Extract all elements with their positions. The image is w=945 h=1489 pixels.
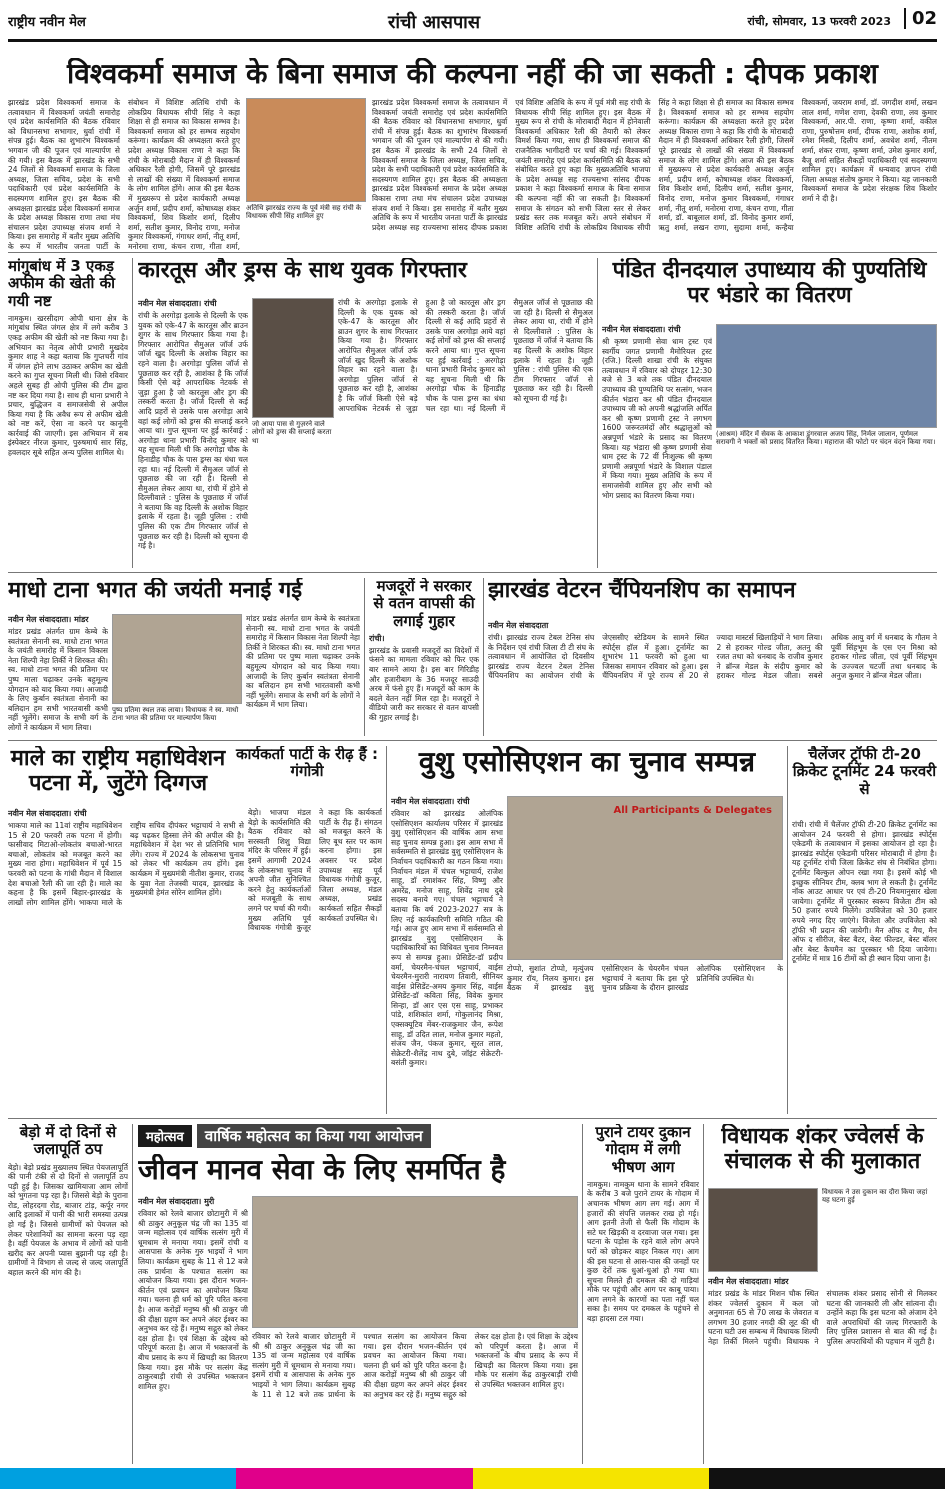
madho-headline: माधो टाना भगत की जयंती मनाई गई <box>8 578 303 603</box>
tennis-headline: झारखंड वेटरन चैंपियनशिप का समापन <box>488 578 796 603</box>
mahotsav-byline: नवीन मेल संवाददाता। मुरी <box>138 1197 215 1206</box>
mahotsav-photo <box>252 1196 578 1328</box>
jewellers-byline: नवीन मेल संवाददाता। मांडर <box>708 1277 789 1286</box>
registration-yellow <box>473 1468 709 1489</box>
story-afim <box>8 258 128 568</box>
divider <box>787 746 788 1114</box>
story1-caption-box <box>246 204 366 248</box>
jewellers-body-box <box>708 1276 937 1464</box>
jewellers-photo <box>708 1188 818 1272</box>
bero-water-body: बेड़ो। बेड़ो प्रखंड मुख्यालय स्थित पेयजलापूर्ति की पानी टंकी से दो दिनों से जलापूर्ति ठप पड़ी हुई है। जिसका खामियाजा आम लोगों को भुगतना पड़ रहा है। जिससे बेड़ो के पुराना रोड, लोहरदगा रोड, बाजार टांड़, कर्पूर नगर आदि इलाकों में पानी की भारी समस्या उत्पन्न हो गई है। जिससे ग्रामीणों को पेयजल को लेकर परेशानियों का सामना करना पड़ रहा है। वहीं पेयजल के अभाव में लोगों को पानी खरीद कर अपनी प्यास बुझानी पड़ रही है। ग्रामीणों ने विभाग से जल्द से जल्द जलापूर्ति बहाल करने की मांग की है। <box>8 1162 128 1278</box>
story1-headline-box <box>8 58 937 96</box>
kartoos-byline: नवीन मेल संवाददाता। रांची <box>138 299 217 308</box>
print-registration-bar <box>0 1468 945 1489</box>
cricket-headline-box <box>792 746 937 818</box>
cricket-headline: चैलेंजर ट्रॉफी टी-20 क्रिकेट टूर्नामेंट 24 फरवरी से <box>792 746 937 798</box>
jewellers-body: मांडर प्रखंड के मांडर मिशन चौक स्थित शंकर ज्वेलर्स दुकान में कल जो अनुमानतः 65 से 70 लाख के जेवरात व लगभग 30 हजार नगदी की लूट की थी घटना घटी उस सम्बन्ध में विधायक शिल्पी नेहा तिर्की मिलने पहुंची। विधायक ने संचालक शंकर प्रसाद सोनी से मिलकर घटना की जानकारी ली और सांत्वना दी। उन्होंने कहा कि इस घटना को अंजाम देने वाले अपराधियों की जल्द गिरफ्तारी के लिए पुलिस प्रशासन से बात की गई है। पुलिस अपराधियों की पहचान में जुटी है। <box>708 1289 937 1346</box>
afim-body: नामकुम। खरसीदाग ओपी थाना क्षेत्र के मांगुबांध स्थित जंगल क्षेत्र में लगे करीब 3 एकड़ अफीम की खेती को नष्ट किया गया है। अभियान का नेतृत्व ओपी प्रभारी मुखदेव कुमार शाह ने कहा बताया कि गुप्तचरी गांव में जंगल होने लाभ उठाकर अफीम का खेती करने का गुप्त सूचना मिली थी। जिसे रविवार अहले सुबह ही ओपी पुलिस की टीम द्वारा नष्ट कर दिया गया है। साथ ही थाना प्रभारी ने प्रचार, बुद्धिजन व समाजसेवी से अपील किया गया है कि अवैध रूप से अफीम खेती को नष्ट करें, ऐसा ना करने पर कानूनी कार्रवाई की जाएगी। इस अभियान में सब इंस्पेक्टर नीरज कुमार, पुरुषमार्थ सार सिंह, हवलदार सूबे सहित अन्य पुलिस शामिल थे। <box>8 313 128 458</box>
divider <box>8 1118 937 1119</box>
divider <box>483 578 484 736</box>
mazdoor-headline: मजदूरों ने सरकार से वतन वापसी की लगाई गुहार <box>373 578 475 630</box>
jewellers-photo-caption: विधायक ने उस दुकान का दौरा किया जहां यह घटना हुई <box>822 1188 928 1205</box>
madho-byline: नवीन मेल संवाददाता। मांडर <box>8 615 89 624</box>
mahadhiveshan-headline: माले का राष्ट्रीय महाधिवेशन पटना में, जुटेंगे दिग्गज <box>10 746 226 797</box>
divider <box>8 572 937 573</box>
story-bero-water <box>8 1124 128 1464</box>
wushu-body: रविवार को झारखंड ओलंपिक एसोसिएशन कार्यालय परिसर में झारखंड वुशु एसोसिएशन की वार्षिक आम सभा सह चुनाव सम्पन्न हुआ। इस आम सभा में सर्वसम्मति से झारखंड वुशु एसोसिएशन के निर्वाचन पदाधिकारी का गठन किया गया। निर्वाचन मंडल में चंचल भट्टाचार्य, राजेश साहू, डॉ रमाशंकर सिंह, विष्णु और अमरेंद्र, मनोज साहू, शिवेंद्र नाथ दुबे सदस्य बनाये गए। चंचल भट्टाचार्य ने बताया कि वर्ष 2023-2027 सत्र के लिए नई कार्यकारिणी समिति गठित की गई। आज हुए आम सभा में सर्वसम्मति से झारखंड वुशु एसोसिएशन के पदाधिकारियों का विधिवत चुनाव निम्नवत रूप से सम्पन्न हुआ। प्रेसिडेंट-डॉ प्रदीप वर्मा, चेयरमैन-चंचल भट्टाचार्य, वाईस चेयरमैन-मुरारी नारायण तिवारी, सीनियर वाईस प्रेसिडेंट-अमय कुमार सिंह, वाईस प्रेसिडेंट-डॉ कविता सिंह, विवेक कुमार सिन्हा, डॉ आर एस एस साहू, प्रभाकर पांडे, शशिकांत शर्मा, गोकुलानंद मिश्रा, एक्सक्यूटिव मेंबर-राजकुमार जैन, रूपेश साहू, डॉ उदित लाल, मनोज कुमार महतो, संजय जैन, पंकज कुमार, सूरत लाल, सेक्रेटरी-शैलेंद्र नाथ दुबे, जॉइंट सेक्रेटरी-बसंती कुमार। <box>391 809 503 1068</box>
divider <box>597 258 598 568</box>
bhandara-headline-box <box>602 258 937 322</box>
jewellers-caption-box <box>822 1188 937 1272</box>
issue-date: रांची, सोमवार, 13 फरवरी 2023 <box>747 15 891 28</box>
registration-black <box>709 1468 945 1489</box>
story1-headline: विश्वकर्मा समाज के बिना समाज की कल्पना नहीं की जा सकती : दीपक प्रकाश <box>67 58 878 90</box>
karyakarta-headline: कार्यकर्ता पार्टी के रीढ़ हैं : गंगोत्री <box>236 746 378 781</box>
madho-left-col <box>8 614 108 736</box>
afim-headline: मांगुबांध में 3 एकड़ अफीम की खेती की गयी नष्ट <box>8 258 116 310</box>
tennis-body-box <box>488 620 937 736</box>
karyakarta-body-box <box>248 808 382 1114</box>
mahotsav-headline-box <box>138 1154 578 1192</box>
mahotsav-kicker-row <box>138 1124 578 1152</box>
cricket-body-box <box>792 820 937 1114</box>
wushu-lower-cols <box>507 964 783 1114</box>
divider <box>386 746 387 1114</box>
divider <box>364 578 365 736</box>
madho-body-continued: मांडर प्रखंड अंतर्गत ग्राम केम्बे के स्वतंत्रता सेनानी स्व. माधो टाना भगत के जयंती समारोह में किसान विकास नेता शिल्पी नेहा तिर्की ने शिरकत की। स्व. माधो टाना भगत की प्रतिमा पर पुष्प माला चढ़ाकर उनके बहुमूल्य योगदान को याद किया गया। आजादी के लिए कुर्बान स्वतंत्रता सेनानी का बलिदान हम सभी भारतवासी कभी नहीं भूलेंगे। समाज के सभी वर्ग के लोगों ने कार्यक्रम में भाग लिया। <box>246 614 360 710</box>
section-title: रांची आसपास <box>388 12 481 33</box>
mahadhiveshan-headline-box <box>8 746 228 806</box>
wushu-left-col <box>391 796 503 1114</box>
kartoos-photo <box>252 298 334 418</box>
mahadhiveshan-body: भाकपा माले का 11वां राष्ट्रीय महाधिवेशन 15 से 20 फरवरी तक पटना में होगी। फासीवाद मिटाओ-लोकतंत्र बचाओ-भारत बचाओ, लोकतंत्र को मजबूत करने का मुख्य नारा होगा। महाधिवेशन में पूर्व 15 फरवरी को पटना के गांधी मैदान में विशाल देश बचाओ रैली की जा रही है। माले का कहना है कि इसमें बिहार-झारखंड के लाखों लोग शामिल होंगे। भाकपा माले के राष्ट्रीय सचिव दीपंकर भट्टाचार्य ने सभी से बढ़ चढ़कर हिस्सा लेने की अपील की है। महाधिवेशन में देश भर से प्रतिनिधि भाग लेंगे। राज्य में 2024 के लोकसभा चुनाव को लेकर भी कार्यक्रम तय होंगे। इस कार्यक्रम में मुख्यमंत्री नीतीश कुमार, राजद के युवा नेता तेजस्वी यादव, झारखंड के मुख्यमंत्री हेमंत सोरेन शामिल होंगे। <box>8 821 244 907</box>
mazdoor-body: झारखंड के प्रवासी मजदूरों का विदेशों में फंसने का मामला रविवार को फिर एक बार सामने आया है। इस बार गिरिडीह और हजारीबाग के 36 मजदूर साउदी अरब में फंसे हुए हैं। मजदूरों को काम के बदले वेतन नहीं मिल रहा है। मजदूरों ने वीडियो जारी कर सरकार से वतन वापसी की गुहार लगाई है। <box>369 645 479 722</box>
bhandara-byline: नवीन मेल संवाददाता। रांची <box>602 325 681 334</box>
divider <box>132 1124 133 1464</box>
mazdoor-byline: रांची। <box>369 633 385 643</box>
kartoos-photo-caption: जो आया पास से गुज़रने वाले लोगों को ड्रग्स की सप्लाई करता था <box>252 420 332 445</box>
wushu-headline: वुशु एसोसिएशन का चुनाव सम्पन्न <box>418 746 756 778</box>
mahotsav-headline: जीवन मानव सेवा के लिए समर्पित है <box>138 1154 506 1186</box>
bhandara-body: श्री कृष्ण प्रणामी सेवा धाम ट्रस्ट एवं स्वर्गीय जगत प्रणामी मैमोरियल ट्रस्ट (रजि.) दिल्ली शाखा रांची के संयुक्त तत्वावधान में रविवार को दोपहर 12:30 बजे से 3 बजे तक पंडित दीनदयाल उपाध्याय की पुण्यतिथि पर सत्संग, भजन कीर्तन भंडारा कर श्री पंडित दीनदयाल उपाध्याय जी को अपनी श्रद्धांजलि अर्पित कर श्री कृष्ण प्रणामी ट्रस्ट ने लगभग 1600 जरूरतमंदों और श्रद्धालुओं को अन्नपूर्णा भंडारे के प्रसाद का वितरण किया। यह भंडारा श्री कृष्ण प्रणामी सेवा धाम ट्रस्ट के 72 वीं निःशुल्क श्री कृष्ण प्रणामी अन्नपूर्णा भंडारे के विशाल पंडाल में किया गया। मुख्य अतिथि के रूप में समाजसेवी शामिल हुए और सभी को भोग प्रसाद का वितरण किया गया। <box>602 337 712 500</box>
fire-headline: पुराने टायर दुकान गोदाम में लगी भीषण आग <box>595 1124 691 1176</box>
mahotsav-left-col <box>138 1196 248 1464</box>
kartoos-headline-box <box>138 258 593 296</box>
kartoos-caption-box <box>252 420 334 568</box>
jewellers-headline-box <box>708 1124 937 1184</box>
jewellers-headline: विधायक शंकर ज्वेलर्स के संचालक से की मुलाकात <box>721 1124 924 1175</box>
bhandara-photo <box>716 324 937 428</box>
wushu-photo <box>507 796 783 960</box>
wushu-byline: नवीन मेल संवाददाता। रांची <box>391 797 470 806</box>
story1-photo-caption: अतिथि झारखंड राज्य के पूर्व मंत्री सह रांची के विधायक सीपी सिंह शामिल हुए <box>246 204 362 221</box>
mahotsav-kicker: वार्षिक महोत्सव का किया गया आयोजन <box>197 1124 431 1148</box>
mahotsav-tag: महोत्सव <box>138 1125 192 1147</box>
story1-body: झारखंड प्रदेश विश्वकर्मा समाज के तत्वावधान में विश्वकर्मा जयंती समारोह एवं प्रदेश कार्यसमिति की बैठक रविवार को विधानसभा सभागार, धुर्वा रांची में संपन्न हुई। बैठक का शुभारंभ विश्वकर्मा भगवान जी की पूजन एवं माल्यार्पण से की गयी। इस बैठक में झारखंड के सभी 24 जिलों से विश्वकर्मा समाज के जिला अध्यक्ष, जिला सचिव, प्रदेश के सभी पदाधिकारी एवं प्रदेश कार्यसमिति के सदस्यगण शामिल हुए। इस बैठक की अध्यक्षता झारखंड प्रदेश विश्वकर्मा समाज के प्रदेश अध्यक्ष विकास राणा तथा मंच संचालन प्रदेश उपाध्यक्ष संजय शर्मा ने किया। इस समारोह में बतौर मुख्य अतिथि के रूप में भारतीय जनता पार्टी के संबोधन में विशिष्ट अतिथि रांची के लोकप्रिय विधायक सीपी सिंह ने कहा शिक्षा से ही समाज का विकास सम्भव है। विश्वकर्मा समाज को हर सम्भव सहयोग करूंगा। कार्यक्रम की अध्यक्षता करते हुए प्रदेश अध्यक्ष विकास राणा ने कहा कि रांची के मोराबादी मैदान में ही विश्वकर्मा अधिकार रैली होगी, जिसमें पूरे झारखंड से लाखों की संख्या में विश्वकर्मा समाज के लोग शामिल होंगे। आज की इस बैठक में मुख्यरूप से प्रदेश कार्यकारी अध्यक्ष अर्जुन शर्मा, प्रदीप शर्मा, कोषाध्यक्ष शंकर विश्वकर्मा, शिव किशोर शर्मा, दिलीप शर्मा, सतीश कुमार, विनोद राणा, मनोज कुमार विश्वकर्मा, गंगाधर शर्मा, नीतू शर्मा, मनोरमा राणा, कंचन राणा, गीता शर्मा, <box>8 98 240 250</box>
divider <box>8 740 937 741</box>
kartoos-body: रांची के अरगोड़ा इलाके से दिल्ली के एक युवक को एके-47 के कारतूस और ब्राउन शुगर के साथ गिरफ्तार किया गया है। गिरफ्तार आरोपित सैमुअल जॉर्ज उर्फ जॉर्ज खुद दिल्ली के अशोक विहार का रहने वाला है। अरगोड़ा पुलिस जॉर्ज से पूछताछ कर रही है, आशंका है कि जॉर्ज किसी ऐसे बड़े आपराधिक नेटवर्क से जुड़ा हुआ है जो कारतूस और ड्रग की तस्करी करता है। जॉर्ज दिल्ली से कई आदि प्रहरों से उसके पास अरगोड़ा आये वहां कई लोगों को ड्रग्स की सप्लाई करने आया था। गुप्त सूचना पर हुई कार्रवाई : अरगोड़ा थाना प्रभारी विनोद कुमार को यह सूचना मिली थी कि अरगोड़ा चौक के हिनाडीह चौक के पास ड्रग्स का धंधा चल रहा था। नई दिल्ली में सैमुअल जॉर्ज से पूछताछ की जा रही है। दिल्ली से सैमुअल लेकर आया था, रांची में होने से दिल्लीवाले : पुलिस के पूछताछ में जॉर्ज ने बताया कि वह दिल्ली के अशोक विहार इलाके में रहता है। जूही पुलिस : रांची पुलिस की एक टीम गिरफ्तार जॉर्ज से पूछताछ कर रही है। दिल्ली को सूचना दी गई है। <box>138 311 248 551</box>
tennis-headline-box <box>488 578 937 618</box>
story1-left-col <box>8 98 240 250</box>
karyakarta-body: बेड़ो। भाजपा मंडल बेड़ो के कार्यसमिति की बैठक रविवार को सरस्वती शिशु विद्या मंदिर के परिसर में हुई। इसमें आगामी 2024 के लोकसभा चुनाव में अपनी जीत सुनिश्चित करने हेतु कार्यकर्ताओं को मजबूती के साथ लगने पर चर्चा की गयी। मुख्य अतिथि पूर्व विधायक गंगोत्री कुजूर ने कहा कि कार्यकर्ता पार्टी के रीढ़ हैं। संगठन को मजबूत करने के लिए बूथ स्तर पर काम करना होगा। इस अवसर पर प्रदेश उपाध्यक्ष सह पूर्व विधायक गंगोत्री कुजूर, जिला अध्यक्ष, मंडल अध्यक्ष, प्रखंड कार्यकर्ता सहित सैकड़ों कार्यकर्ता उपस्थित थे। <box>248 808 382 933</box>
kartoos-left-col <box>138 298 248 568</box>
divider <box>132 258 133 568</box>
story1-body-continued: झारखंड प्रदेश विश्वकर्मा समाज के तत्वावधान में विश्वकर्मा जयंती समारोह एवं प्रदेश कार्यसमिति की बैठक रविवार को विधानसभा सभागार, धुर्वा रांची में संपन्न हुई। बैठक का शुभारंभ विश्वकर्मा भगवान जी की पूजन एवं माल्यार्पण से की गयी। इस बैठक में झारखंड के सभी 24 जिलों से विश्वकर्मा समाज के जिला अध्यक्ष, जिला सचिव, प्रदेश के सभी पदाधिकारी एवं प्रदेश कार्यसमिति के सदस्यगण शामिल हुए। इस बैठक की अध्यक्षता झारखंड प्रदेश विश्वकर्मा समाज के प्रदेश अध्यक्ष विकास राणा तथा मंच संचालन प्रदेश उपाध्यक्ष संजय शर्मा ने किया। इस समारोह में बतौर मुख्य अतिथि के रूप में भारतीय जनता पार्टी के झारखंड प्रदेश अध्यक्ष सह राज्यसभा सांसद दीपक प्रकाश एवं विशिष्ट अतिथि के रूप में पूर्व मंत्री सह रांची के विधायक सीपी सिंह शामिल हुए। इस बैठक में मुख्य रूप से रांची के मोराबादी मैदान में होनेवाली विश्वकर्मा अधिकार रैली की तैयारी को लेकर विमर्श किया गया, साथ ही विश्वकर्मा समाज की राजनैतिक भागीदारी पर चर्चा की गई। विश्वकर्मा जयंती समारोह एवं प्रदेश कार्यसमिति की बैठक को संबोधित करते हुए कहा कि मुख्यअतिथि भाजपा के प्रदेश अध्यक्ष सह राज्यसभा सांसद दीपक प्रकाश ने कहा विश्वकर्मा समाज के बिना समाज की कल्पना नहीं की जा सकती है। विश्वकर्मा समाज के संगठन को सभी जिला स्तर से लेकर प्रखंड स्तर तक मजबूत करें। अपने संबोधन में विशिष्ट अतिथि रांची के लोकप्रिय विधायक सीपी सिंह ने कहा शिक्षा से ही समाज का विकास सम्भव है। विश्वकर्मा समाज को हर सम्भव सहयोग करूंगा। कार्यक्रम की अध्यक्षता करते हुए प्रदेश अध्यक्ष विकास राणा ने कहा कि रांची के मोराबादी मैदान में ही विश्वकर्मा अधिकार रैली होगी, जिसमें पूरे झारखंड से लाखों की संख्या में विश्वकर्मा समाज के लोग शामिल होंगे। आज की इस बैठक में मुख्यरूप से प्रदेश कार्यकारी अध्यक्ष अर्जुन शर्मा, प्रदीप शर्मा, कोषाध्यक्ष शंकर विश्वकर्मा, शिव किशोर शर्मा, दिलीप शर्मा, सतीश कुमार, विनोद राणा, मनोज कुमार विश्वकर्मा, गंगाधर शर्मा, नीतू शर्मा, मनोरमा राणा, कंचन राणा, गीता शर्मा, डॉ. बाबूलाल शर्मा, डॉ. विनोद कुमार शर्मा, ऋतु शर्मा, लखन राणा, सुदामा शर्मा, कन्हैया विश्वकर्मा, जयराम शर्मा, डॉ. जगदीश शर्मा, लखन लाल शर्मा, गणेश राणा, देवकी राणा, लव कुमार विश्वकर्मा, आर.पी. राणा, कृष्णा शर्मा, वकील राणा, पुरुषोत्तम शर्मा, दीपक राणा, अशोक शर्मा, रमेश मिस्त्री, दिलीप शर्मा, अवधेश शर्मा, नीतम शर्मा, शंकर राणा, कृष्णा शर्मा, उमेश कुमार शर्मा, बैजू शर्मा सहित सैकड़ों पदाधिकारी एवं सदस्यगण शामिल हुए। कार्यक्रम में धन्यवाद ज्ञापन रांची जिला अध्यक्ष संतोष कुमार ने किया। यह जानकारी विश्वकर्मा समाज के प्रदेश संरक्षक शिव किशोर शर्मा ने दी है। <box>372 98 937 232</box>
fire-body: नामकुम। नामकुम थाना के सामने रविवार के करीब 3 बजे पुराने टायर के गोदाम में अचानक भीषण आग लग गई। आग में हजारों की संपत्ति जलकर राख हो गई। आग इतनी तेजी से फैली कि गोदाम के सटे घर खिड़की व दरवाजा जल गया। इस घटना के पड़ोस के रहने वाले लोग अपने घरों को छोड़कर बाहर निकल गए। आग की इस घटना से आस-पास की जनहों पर कुछ देरों तक धुआं-धुआं हो गया था। सूचना मिलते ही दमकल की दो गाड़ियां मौके पर पहुंची और आग पर काबू पाया। आग लगने के कारणों का पता नहीं चल सका है। समय पर दमकल के पहुंचने से बड़ा हादसा टल गया। <box>587 1179 699 1324</box>
bhandara-photo-caption: (आश्रम) मंदिर में सेवक के आकाश डुंगरवाल अजय सिंह, निर्मल जालान, पूर्णमल सरावगी ने भक्तों को प्रसाद वितरित किया। महाराज की फोटो पर चंदन वंदन किया गया। <box>716 430 936 447</box>
karyakarta-headline-box <box>232 746 382 802</box>
wushu-banner-text: All Participants & Delegates <box>613 805 772 816</box>
kartoos-right-cols <box>338 298 593 568</box>
divider <box>8 252 937 253</box>
wushu-headline-box <box>391 746 783 792</box>
tennis-byline: नवीन मेल संवाददाता <box>488 621 549 630</box>
story-fire <box>587 1124 699 1464</box>
madho-headline-box <box>8 578 360 610</box>
newspaper-logo: राष्ट्रीय नवीन मेल <box>8 15 86 30</box>
kartoos-headline: कारतूस और ड्रग्स के साथ युवक गिरफ्तार <box>138 258 467 283</box>
story1-right-cols <box>372 98 937 250</box>
madho-photo-caption: पुष्प प्रतिमा स्थल तक लाया। विधायक ने स्व. माधो टाना भगत की प्रतिमा पर माल्यार्पण किया <box>112 706 239 723</box>
wushu-photo-caption: टोप्पो, सुशांत टोप्पो, मृत्युंजय कुमार रॉय, निलय कुमार। इस बैठक में झारखंड वुशु एसोसिएशन के चेयरमैन चंचल भट्टाचार्य ने बताया कि इस पूरे चुनाव प्रक्रिया के दौरान झारखंड ओलंपिक एसोसिएशन के प्रतिनिधि उपस्थित थे। <box>507 964 783 993</box>
mahadhiveshan-byline: नवीन मेल संवाददाता। रांची <box>8 809 87 818</box>
bhandara-left-col <box>602 324 712 568</box>
tennis-body: रांची। झारखंड राज्य टेबल टेनिस संघ के निर्देशन एवं रांची जिला टी टी संघ के तत्वावधान में आयोजित दो दिवसीय झारखंड राज्य वेटरन टेबल टेनिस चैंपियनशिप का आयोजन रांची के जेएससीए स्टेडियम के सामने स्थित स्पोर्ट्स हॉल में हुआ। टूर्नामेंट का शुभारंभ 11 फरवरी को हुआ था जिसका समापन रविवार को हुआ। इस चैंपियनशिप में पूरे राज्य से 20 से ज्यादा मास्टर्स खिलाड़ियों ने भाग लिया। 2 से हराकर गोल्ड जीता, अतनु की रजत तथा को धनबाद के राजीव कुमार ने ब्रॉन्ज मेडल के संदीप कुमार को हराकर गोल्ड मेडल जीता। सबसे अधिक आयु वर्ग में धनबाद के गौतम ने पूर्वी सिंहभूम के एस एन मिश्रा को हराकर गोल्ड जीता, एवं पूर्वी सिंहभूम के उज्ज्वल चटर्जी तथा धनबाद के अनुज कुमार ने ब्रॉन्ज मेडल जीता। <box>488 633 937 681</box>
bero-water-headline: बेड़ो में दो दिनों से जलापूर्ति ठप <box>19 1124 117 1159</box>
story-mazdoor <box>369 578 479 736</box>
mahotsav-lower-cols <box>252 1332 578 1464</box>
bhandara-caption-box <box>716 430 937 568</box>
registration-magenta <box>236 1468 472 1489</box>
mahotsav-body: रविवार को रेलवे बाजार छोटामुरी में श्री श्री ठाकुर अनुकूल चंद्र जी का 135 वां जन्म महोत्सव एवं वार्षिक सत्संग मुरी में धूमधाम से मनाया गया। इसमें रांची व आसपास के अनेक गुरु भाइयों ने भाग लिया। कार्यक्रम सुबह के 11 से 12 बजे तक प्रार्थना के पश्चात सत्संग का आयोजन किया गया। इस दौरान भजन-कीर्तन एवं प्रवचन का आयोजन किया गया। चलना ही धर्म को पूरि परित करना है। आज करोड़ों मनुष्य श्री श्री ठाकुर जी की दीक्षा ग्रहण कर अपने अंदर ईश्वर का अनुभव कर रहे हैं। मनुष्य सद्गुरु को लेकर दक्ष होता है। एवं शिक्षा के उद्देश्य को परिपूर्ण करता है। आज में भक्तजनों के बीच प्रसाद के रूप में खिचड़ी का वितरण किया गया। इस मौके पर सत्संग केंद्र ठाकुरबाड़ी रांची से उपस्थित भक्तजन शामिल हुए। <box>138 1209 248 1391</box>
madho-body: मांडर प्रखंड अंतर्गत ग्राम केम्बे के स्वतंत्रता सेनानी स्व. माधो टाना भगत के जयंती समारोह में किसान विकास नेता शिल्पी नेहा तिर्की ने शिरकत की। स्व. माधो टाना भगत की प्रतिमा पर पुष्प माला चढ़ाकर उनके बहुमूल्य योगदान को याद किया गया। आजादी के लिए कुर्बान स्वतंत्रता सेनानी का बलिदान हम सभी भारतवासी कभी नहीं भूलेंगे। समाज के सभी वर्ग के लोगों ने कार्यक्रम में भाग लिया। <box>8 627 108 732</box>
divider <box>703 1124 704 1464</box>
registration-cyan <box>0 1468 236 1489</box>
cricket-body: रांची। रांची में चैलेंजर ट्रॉफी टी-20 क्रिकेट टूर्नामेंट का आयोजन 24 फरवरी से होगा। झारखंड स्पोर्ट्स एकेडमी के तत्वावधान में इसका आयोजन हो रहा है। झारखंड स्पोर्ट्स एकेडमी परिसर मोराबादी में होगा है। यह टूर्नामेंट रांची जिला क्रिकेट संघ से निबंधित होगा। टूर्नामेंट बिल्कुल ओपन रखा गया है। इसमें कोई भी इच्छुक सीनियर टीम, क्लब भाग ले सकती है। टूर्नामेंट नॉक आउट आधार पर एवं टी-20 नियमानुसार खेला जायेगा। टूर्नामेंट में पुरस्कार स्वरूप विजेता टीम को 50 हजार रुपये मिलेंगे। उपविजेता को 30 हजार रुपये नगद दिए जाएंगे। विजेता और उपविजेता को ट्रॉफी भी प्रदान की जायेगी। मैन ऑफ द मैच, मैन ऑफ द सीरीज, बेस्ट बैटर, बेस्ट फील्डर, बेस्ट बॉलर और बेस्ट कैचमैन का पुरस्कार भी दिया जायेगा। टूर्नामेंट में मात्र 16 टीमों को ही स्थान दिया जाना है। <box>792 820 937 964</box>
madho-photo <box>112 614 242 704</box>
bhandara-headline: पंडित दीनदयाल उपाध्याय की पुण्यतिथि पर भंडारे का वितरण <box>612 258 927 309</box>
page-number: 02 <box>904 8 937 29</box>
masthead <box>8 8 937 42</box>
mahotsav-body-continued: रविवार को रेलवे बाजार छोटामुरी में श्री श्री ठाकुर अनुकूल चंद्र जी का 135 वां जन्म महोत्सव एवं वार्षिक सत्संग मुरी में धूमधाम से मनाया गया। इसमें रांची व आसपास के अनेक गुरु भाइयों ने भाग लिया। कार्यक्रम सुबह के 11 से 12 बजे तक प्रार्थना के पश्चात सत्संग का आयोजन किया गया। इस दौरान भजन-कीर्तन एवं प्रवचन का आयोजन किया गया। चलना ही धर्म को पूरि परित करना है। आज करोड़ों मनुष्य श्री श्री ठाकुर जी की दीक्षा ग्रहण कर अपने अंदर ईश्वर का अनुभव कर रहे हैं। मनुष्य सद्गुरु को लेकर दक्ष होता है। एवं शिक्षा के उद्देश्य को परिपूर्ण करता है। आज में भक्तजनों के बीच प्रसाद के रूप में खिचड़ी का वितरण किया गया। इस मौके पर सत्संग केंद्र ठाकुरबाड़ी रांची से उपस्थित भक्तजन शामिल हुए। <box>252 1332 578 1399</box>
madho-caption-box <box>112 706 242 736</box>
madho-right-col <box>246 614 360 736</box>
kartoos-body-continued: रांची के अरगोड़ा इलाके से दिल्ली के एक युवक को एके-47 के कारतूस और ब्राउन शुगर के साथ गिरफ्तार किया गया है। गिरफ्तार आरोपित सैमुअल जॉर्ज उर्फ जॉर्ज खुद दिल्ली के अशोक विहार का रहने वाला है। अरगोड़ा पुलिस जॉर्ज से पूछताछ कर रही है, आशंका है कि जॉर्ज किसी ऐसे बड़े आपराधिक नेटवर्क से जुड़ा हुआ है जो कारतूस और ड्रग की तस्करी करता है। जॉर्ज दिल्ली से कई आदि प्रहरों से उसके पास अरगोड़ा आये वहां कई लोगों को ड्रग्स की सप्लाई करने आया था। गुप्त सूचना पर हुई कार्रवाई : अरगोड़ा थाना प्रभारी विनोद कुमार को यह सूचना मिली थी कि अरगोड़ा चौक के हिनाडीह चौक के पास ड्रग्स का धंधा चल रहा था। नई दिल्ली में सैमुअल जॉर्ज से पूछताछ की जा रही है। दिल्ली से सैमुअल लेकर आया था, रांची में होने से दिल्लीवाले : पुलिस के पूछताछ में जॉर्ज ने बताया कि वह दिल्ली के अशोक विहार इलाके में रहता है। जूही पुलिस : रांची पुलिस की एक टीम गिरफ्तार जॉर्ज से पूछताछ कर रही है। दिल्ली को सूचना दी गई है। <box>338 298 593 413</box>
mahadhiveshan-body-box <box>8 808 244 1114</box>
story1-photo <box>246 98 366 202</box>
divider <box>582 1124 583 1464</box>
